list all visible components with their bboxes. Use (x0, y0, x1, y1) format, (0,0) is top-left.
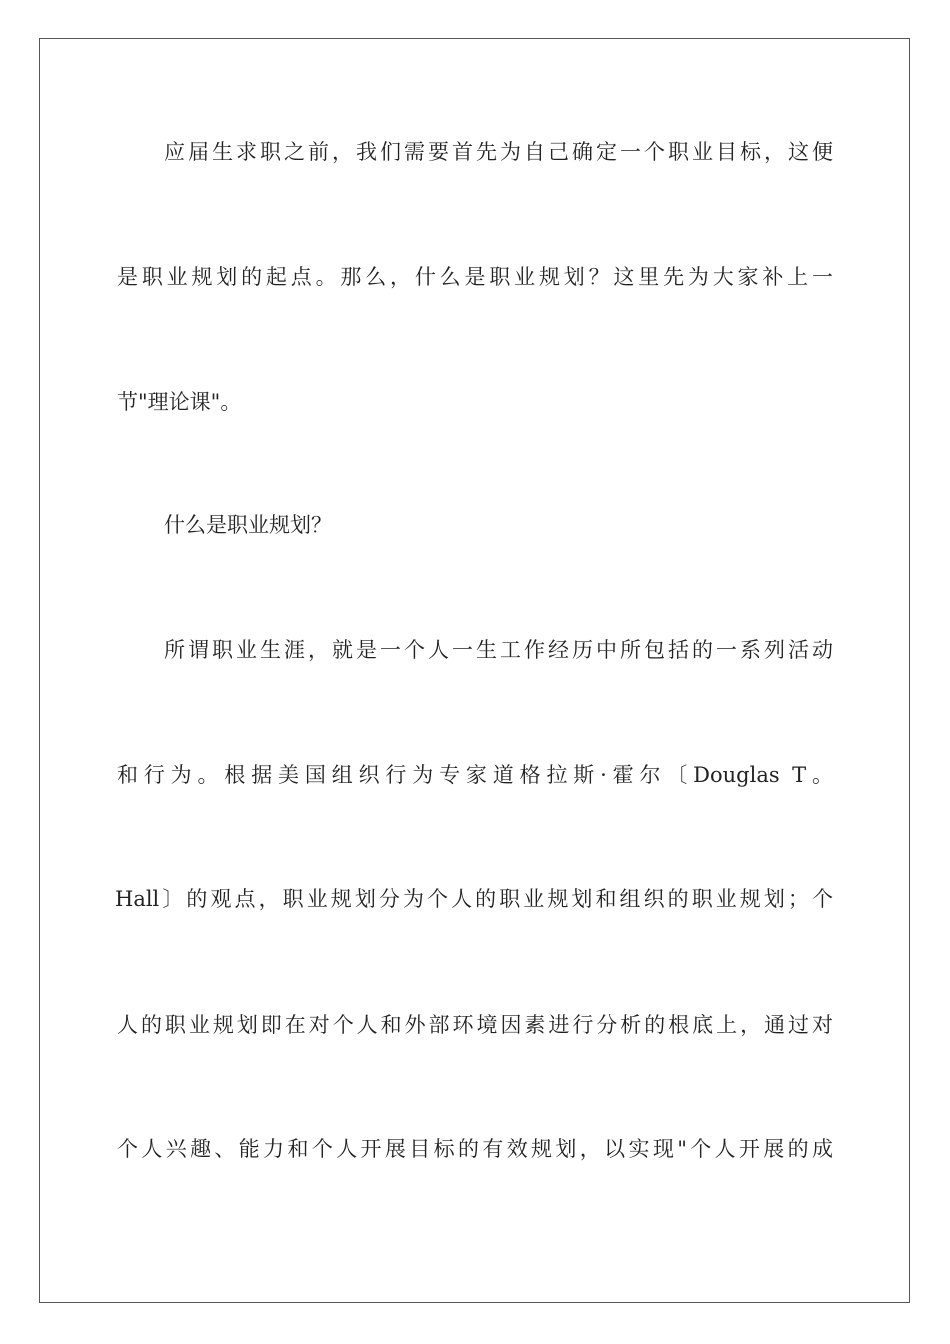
paragraph-2-line-5: 个人兴趣、能力和个人开展目标的有效规划，以实现"个人开展的成 (117, 1137, 833, 1161)
paragraph-1-line-2: 是职业规划的起点。那么，什么是职业规划？这里先为大家补上一 (117, 265, 833, 289)
paragraph-2-line-2: 和行为。根据美国组织行为专家道格拉斯·霍尔〔Douglas T。 (117, 763, 833, 787)
paragraph-2-line-4: 人的职业规划即在对个人和外部环境因素进行分析的根底上，通过对 (117, 1013, 833, 1037)
paragraph-2-line-1: 所谓职业生涯，就是一个人一生工作经历中所包括的一系列活动 (164, 638, 833, 662)
page-border (39, 38, 910, 1303)
paragraph-1-line-3: 节"理论课"。 (117, 390, 242, 414)
paragraph-2-line-3: Hall〕的观点，职业规划分为个人的职业规划和组织的职业规划；个 (115, 887, 833, 911)
section-heading: 什么是职业规划？ (164, 513, 332, 537)
paragraph-1-line-1: 应届生求职之前，我们需要首先为自己确定一个职业目标，这便 (164, 140, 833, 164)
